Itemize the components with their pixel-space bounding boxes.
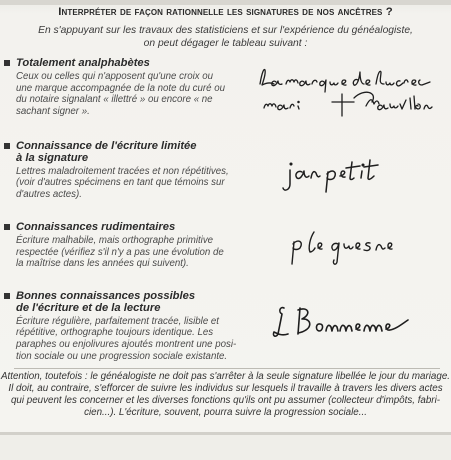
intro-line: En s'appuyant sur les travaux des statisticiens et sur l'expérience du généalogiste, bbox=[38, 25, 413, 36]
body-line: Écriture malhabile, mais orthographe primitive bbox=[16, 234, 214, 246]
section-body bbox=[14, 166, 234, 201]
signature-jan-petit bbox=[282, 148, 412, 198]
body-line: répétitive, orthographe toujours identique. Les bbox=[16, 327, 214, 339]
square-bullet-icon bbox=[4, 143, 10, 149]
note-line: cien...). L'écriture, souvent, pourra suivre la progression sociale... bbox=[84, 406, 367, 418]
note-line: qui peuvent les concerner et les diverses fonctions qu'ils ont pu assumer (collecteur d'impôts, fabri- bbox=[10, 394, 441, 406]
signature-p-le-guesne bbox=[288, 228, 418, 268]
note-line: Attention, toutefois : le généalogiste ne doit pas s'arrêter à la seule signature libellée le jour du mariage. bbox=[1, 371, 450, 382]
section-heading bbox=[14, 291, 234, 315]
intro-line: on peut dégager le tableau suivant : bbox=[143, 37, 308, 49]
heading-line: Connaissance de l'écriture limitée bbox=[16, 140, 197, 152]
heading-line: Bonnes connaissances possibles bbox=[16, 290, 196, 302]
body-line: Écriture régulière, parfaitement tracée, lisible et bbox=[16, 315, 219, 327]
body-line: sachant signer ». bbox=[16, 105, 90, 117]
heading-line: à la signature bbox=[16, 151, 89, 164]
heading-line: de l'écriture et de la lecture bbox=[16, 301, 161, 314]
signature-mark-image bbox=[254, 58, 434, 118]
signature-croix-marque bbox=[254, 58, 434, 118]
section-connaissance-limitee bbox=[14, 141, 234, 201]
section-body bbox=[14, 71, 234, 118]
body-line: d'autres actes). bbox=[16, 189, 82, 200]
signature-mark-image bbox=[282, 148, 412, 198]
intro-paragraph bbox=[0, 25, 451, 50]
body-line: (voir d'autres spécimens en tant que témoins sur bbox=[16, 177, 225, 189]
page-title: Interpréter de façon rationnelle les signatures de nos ancêtres ? bbox=[58, 6, 393, 18]
signature-mark-image bbox=[268, 302, 418, 342]
section-body bbox=[14, 315, 237, 363]
square-bullet-icon bbox=[4, 224, 10, 230]
top-strip bbox=[0, 0, 451, 5]
signature-l-bonneme bbox=[268, 302, 418, 342]
body-line: la maîtrise dans les années qui suivent). bbox=[16, 258, 189, 270]
section-heading bbox=[14, 141, 234, 165]
heading-line: Totalement analphabètes bbox=[16, 57, 150, 69]
body-line: tion sociale ou une progression sociale existante. bbox=[16, 350, 228, 362]
body-line: du notaire signalant « illettré » ou encore « ne bbox=[16, 94, 213, 106]
body-line: une marque accompagnée de la note du curé ou bbox=[16, 82, 225, 94]
square-bullet-icon bbox=[4, 293, 10, 299]
body-line: Ceux ou celles qui n'apposent qu'une croix ou bbox=[16, 70, 214, 82]
note-line: Il doit, au contraire, s'efforcer de suivre les individus sur lesquels il travaille à travers les divers actes bbox=[8, 382, 443, 394]
body-line: respectée (vérifiez s'il n'y a pas une évolution de bbox=[16, 246, 224, 258]
square-bullet-icon bbox=[4, 60, 10, 66]
section-totalement-analphabetes bbox=[14, 58, 234, 118]
signature-mark-image bbox=[288, 228, 418, 268]
attention-note bbox=[0, 371, 451, 419]
section-connaissances-rudimentaires bbox=[14, 222, 234, 270]
note-divider bbox=[14, 368, 440, 369]
bottom-margin bbox=[0, 435, 451, 460]
body-line: paraphes ou enjolivures ajoutés montrent une posi- bbox=[16, 339, 237, 350]
section-heading bbox=[14, 58, 234, 70]
heading-line: Connaissances rudimentaires bbox=[16, 221, 176, 233]
section-bonnes-connaissances bbox=[14, 290, 237, 362]
section-heading bbox=[14, 222, 234, 234]
section-body bbox=[14, 235, 234, 270]
body-line: Lettres maladroitement tracées et non répétitives, bbox=[16, 165, 229, 177]
